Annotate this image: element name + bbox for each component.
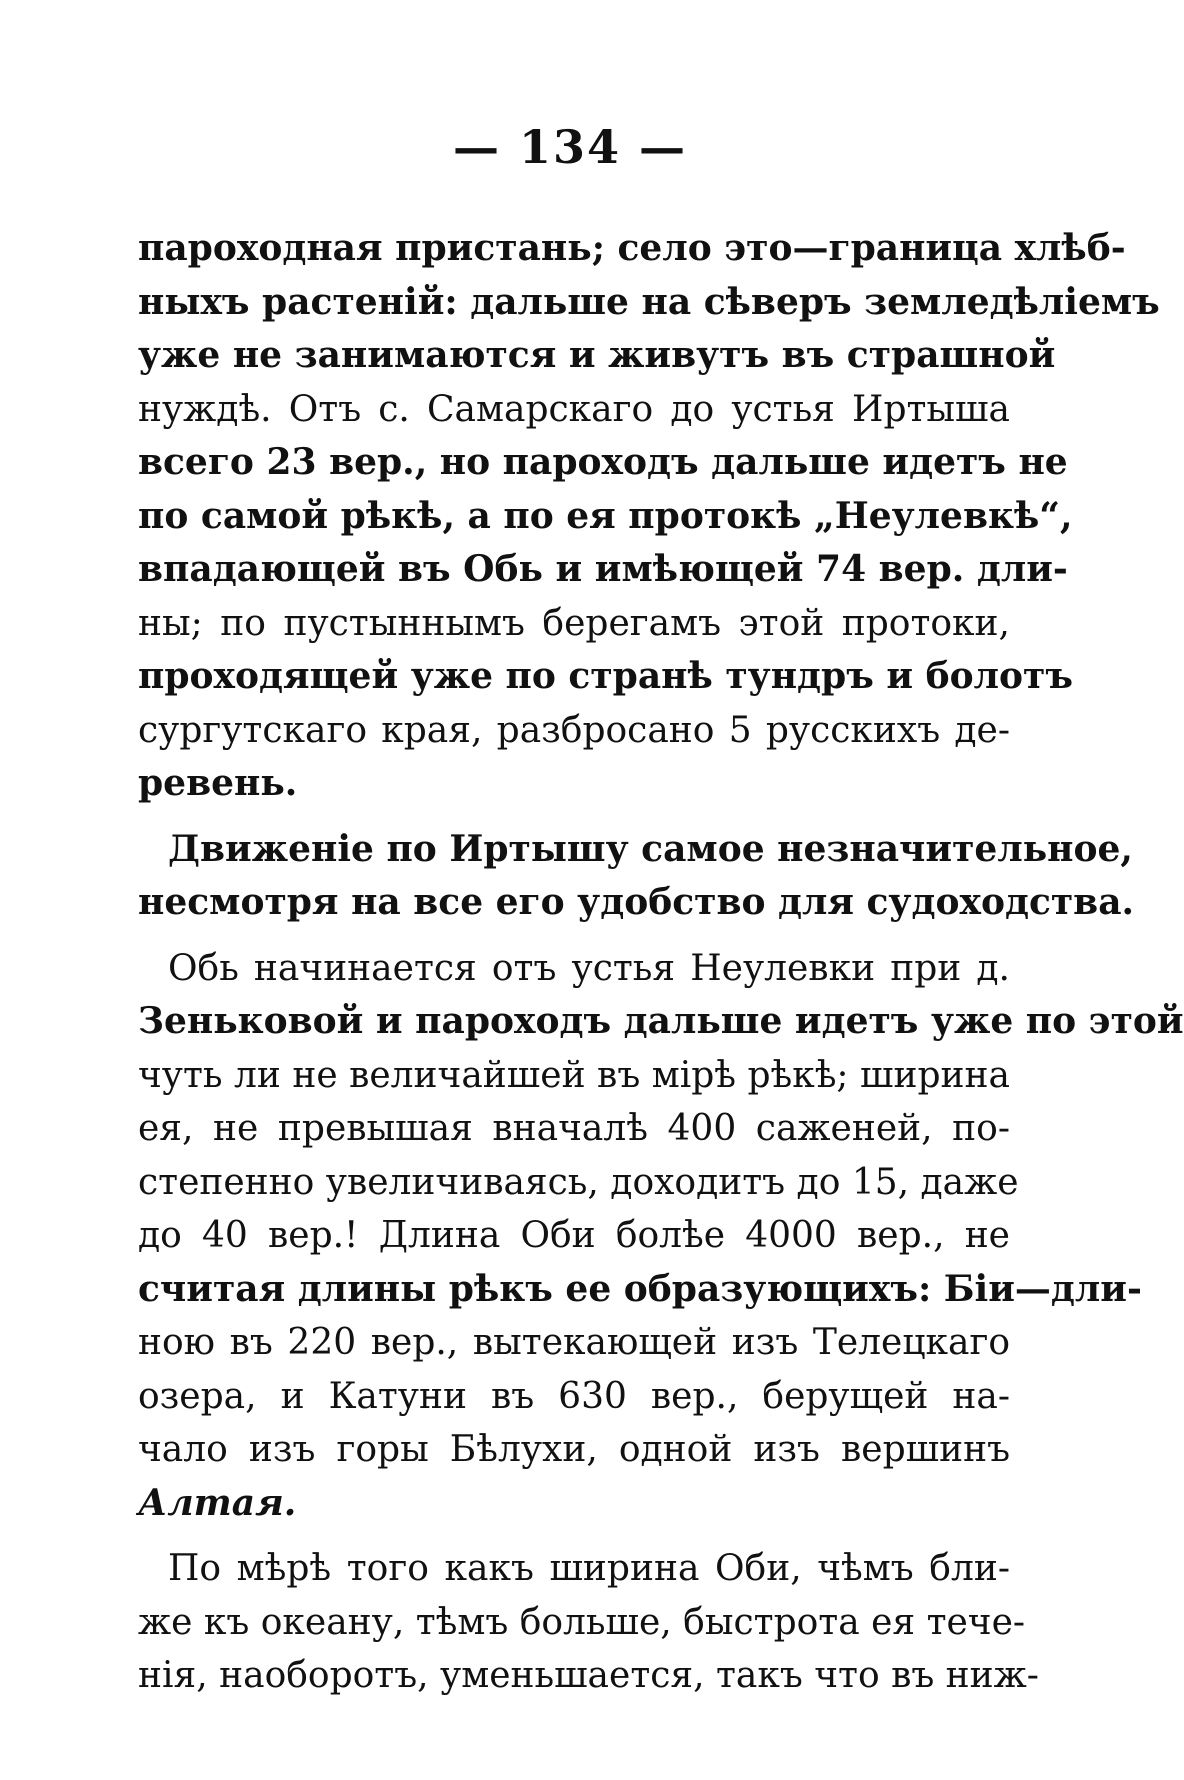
text-line: несмотря на все его удобство для судоходства. <box>138 881 1135 923</box>
text-line: же къ океану, тѣмъ больше, быстрота ея тече- <box>138 1601 1026 1643</box>
paragraph-4 <box>138 1542 1039 1703</box>
page-number: — 134 — <box>452 120 688 174</box>
paragraph-3 <box>138 942 1184 1531</box>
page-text <box>138 222 1184 1715</box>
text-line: пароходная пристань; село это—граница хлѣб- <box>138 227 1126 269</box>
text-line: впадающей въ Обь и имѣющей 74 вер. дли- <box>138 548 1068 590</box>
text-line: Алтая. <box>138 1481 297 1524</box>
text-line: нія, наоборотъ, уменьшается, такъ что въ ниж- <box>138 1655 1039 1696</box>
text-line: Зеньковой и пароходъ дальше идетъ уже по этой <box>138 1000 1184 1042</box>
text-line: По мѣрѣ того какъ ширина Оби, чѣмъ бли- <box>168 1548 1010 1589</box>
text-line: чуть ли не величайшей въ мірѣ рѣкѣ; ширина <box>138 1054 1010 1096</box>
text-line: уже не занимаются и живутъ въ страшной <box>138 334 1056 376</box>
text-line: ныхъ растеній: дальше на сѣверъ земледѣліемъ <box>138 280 1160 323</box>
text-line: считая длины рѣкъ ее образующихъ: Біи—дли- <box>138 1267 1142 1310</box>
text-line: ея, не превышая вначалѣ 400 саженей, по- <box>138 1108 1010 1149</box>
text-line: ны; по пустыннымъ берегамъ этой протоки, <box>138 602 1010 644</box>
text-line: Движеніе по Иртышу самое незначительное, <box>168 827 1133 870</box>
text-line: ною въ 220 вер., вытекающей изъ Телецкаго <box>138 1322 1010 1363</box>
text-line: проходящей уже по странѣ тундръ и болотъ <box>138 655 1073 697</box>
text-line: чало изъ горы Бѣлухи, одной изъ вершинъ <box>138 1429 1010 1470</box>
paragraph-1 <box>138 222 1160 811</box>
text-line: степенно увеличиваясь, доходитъ до 15, даже <box>138 1161 1019 1203</box>
text-line: Обь начинается отъ устья Неулевки при д. <box>168 947 1010 989</box>
text-line: нуждѣ. Отъ с. Самарскаго до устья Иртыша <box>138 388 1010 430</box>
text-line: ревень. <box>138 762 298 804</box>
text-line: до 40 вер.! Длина Оби болѣе 4000 вер., не <box>138 1215 1010 1256</box>
text-line: сургутскаго края, разбросано 5 русскихъ де- <box>138 709 1010 751</box>
text-line: по самой рѣкѣ, а по ея протокѣ „Неулевкѣ“, <box>138 494 1073 537</box>
text-line: озера, и Катуни въ 630 вер., берущей на- <box>138 1375 1010 1417</box>
paragraph-2 <box>138 823 1135 930</box>
text-line: всего 23 вер., но пароходъ дальше идетъ не <box>138 441 1068 483</box>
